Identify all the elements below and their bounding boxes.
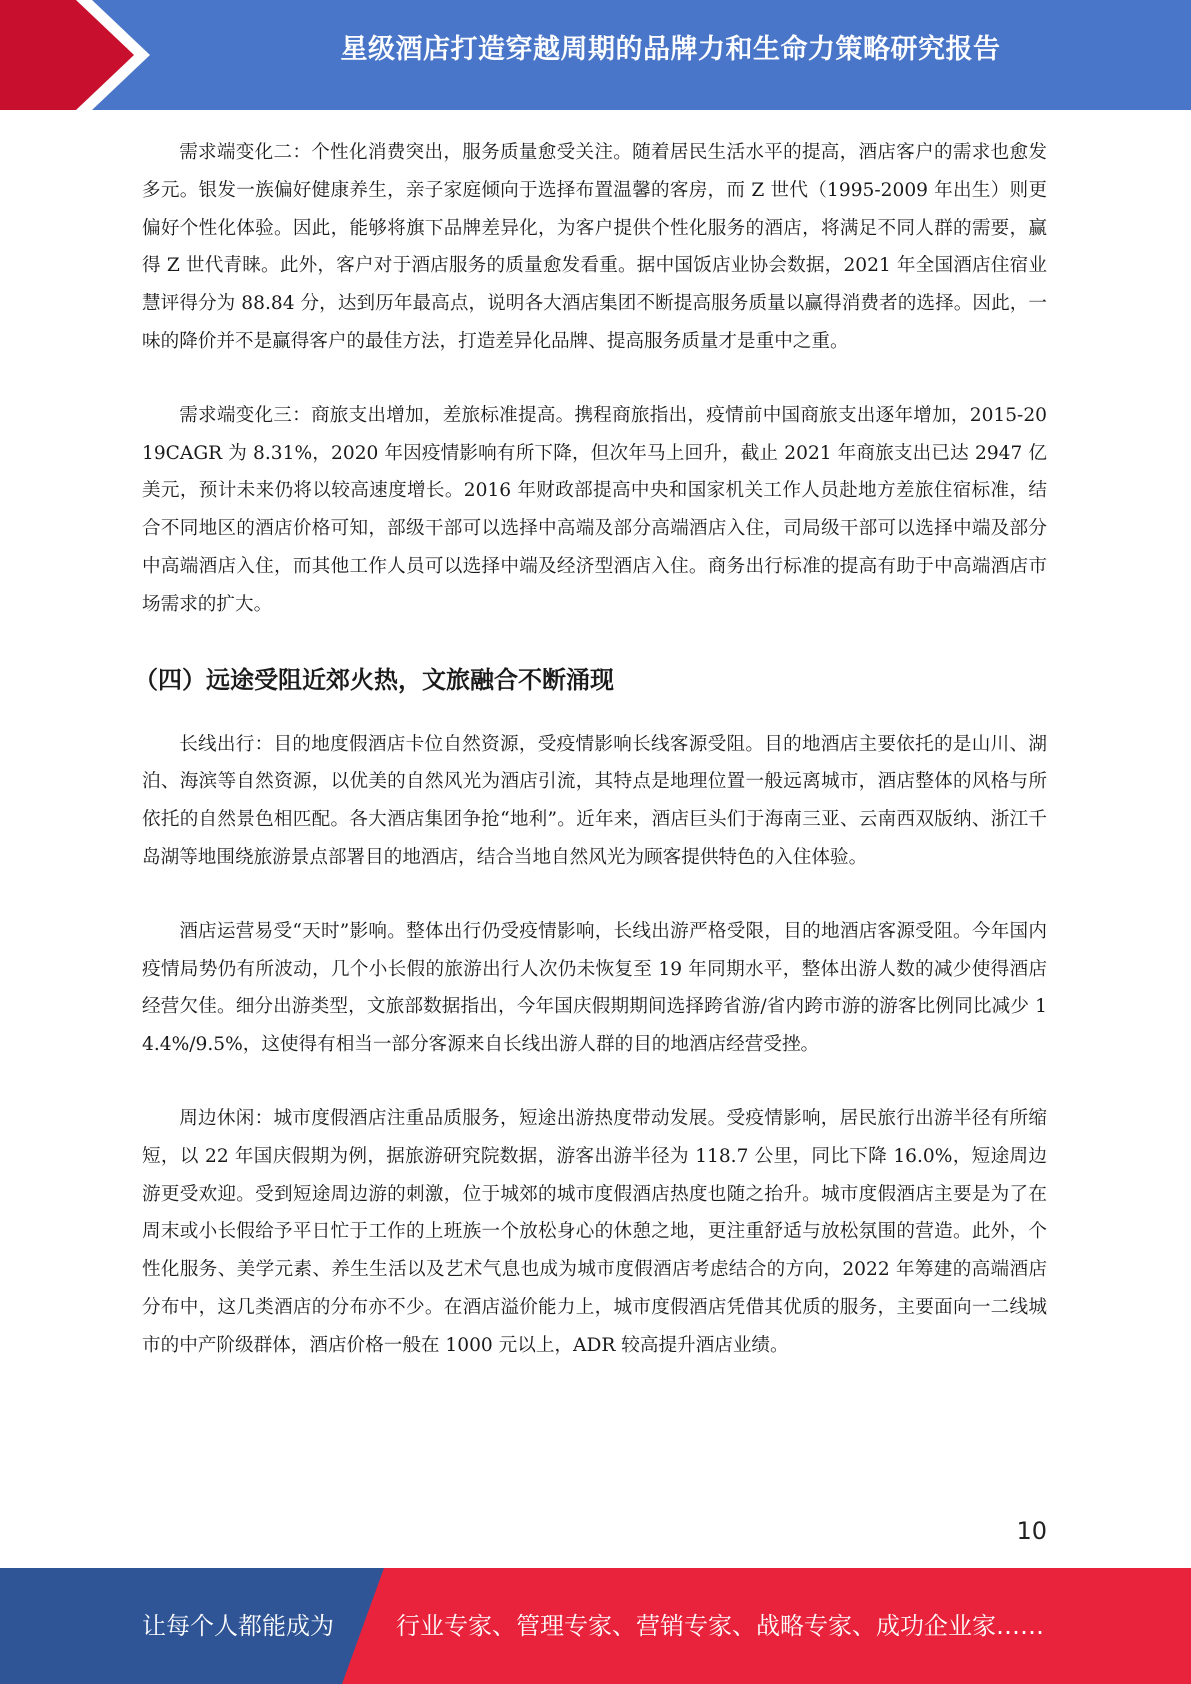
paragraph-hotel-operations: 酒店运营易受“天时”影响。整体出行仍受疫情影响，长线出游严格受限，目的地酒店客源受阻。今年国内疫情局势仍有所波动，几个小长假的旅游出行人次仍未恢复至 19 年同期水平，整体出游人数的减少使得酒店经营欠佳。细分出游类型，文旅部数据指出，今年国庆假期期间选择跨省游/省内跨市游的游客比例同比减少 14.4%/9.5%，这使得有相当一部分客源来自长线出游人群的目的地酒店经营受挫。 <box>142 920 1047 1056</box>
page-footer <box>0 1568 1191 1684</box>
header-red-arrow-shape <box>0 0 150 110</box>
footer-slogan-left: 让每个人都能成为 <box>142 1612 334 1640</box>
paragraph-demand-change-2: 需求端变化二：个性化消费突出，服务质量愈受关注。随着居民生活水平的提高，酒店客户的需求也愈发多元。银发一族偏好健康养生，亲子家庭倾向于选择布置温馨的客房，而 Z 世代（1995-2009 年出生）则更偏好个性化体验。因此，能够将旗下品牌差异化，为客户提供个性化服务的酒店，将满足不同人群的需要，赢得 Z 世代青睐。此外，客户对于酒店服务的质量愈发看重。据中国饭店业协会数据，2021 年全国酒店住宿业慧评得分为 88.84 分，达到历年最高点，说明各大酒店集团不断提高服务质量以赢得消费者的选择。因此，一味的降价并不是赢得客户的最佳方法，打造差异化品牌、提高服务质量才是重中之重。 <box>142 142 1047 352</box>
document-body <box>134 134 1047 1401</box>
section-heading: （四）远途受阻近郊火热，文旅融合不断涌现 <box>134 665 614 694</box>
paragraph-long-distance-travel: 长线出行：目的地度假酒店卡位自然资源，受疫情影响长线客源受阻。目的地酒店主要依托的是山川、湖泊、海滨等自然资源，以优美的自然风光为酒店引流，其特点是地理位置一般远离城市，酒店整体的风格与所依托的自然景色相匹配。各大酒店集团争抢“地利”。近年来，酒店巨头们于海南三亚、云南西双版纳、浙江千岛湖等地围绕旅游景点部署目的地酒店，结合当地自然风光为顾客提供特色的入住体验。 <box>142 733 1047 868</box>
page-header <box>0 0 1191 110</box>
page-number: 10 <box>1016 1517 1047 1545</box>
paragraph-demand-change-3: 需求端变化三：商旅支出增加，差旅标准提高。携程商旅指出，疫情前中国商旅支出逐年增加，2015-2019CAGR 为 8.31%，2020 年因疫情影响有所下降，但次年马上回升，截止 2021 年商旅支出已达 2947 亿美元，预计未来仍将以较高速度增长。2016 年财政部提高中央和国家机关工作人员赴地方差旅住宿标准，结合不同地区的酒店价格可知，部级干部可以选择中高端及部分高端酒店入住，司局级干部可以选择中端及部分中高端酒店入住，而其他工作人员可以选择中端及经济型酒店入住。商务出行标准的提高有助于中高端酒店市场需求的扩大。 <box>142 404 1047 615</box>
footer-slogan-right: 行业专家、管理专家、营销专家、战略专家、成功企业家…… <box>396 1612 1044 1640</box>
document-title: 星级酒店打造穿越周期的品牌力和生命力策略研究报告 <box>340 34 1001 65</box>
paragraph-nearby-leisure: 周边休闲：城市度假酒店注重品质服务，短途出游热度带动发展。受疫情影响，居民旅行出游半径有所缩短，以 22 年国庆假期为例，据旅游研究院数据，游客出游半径为 118.7 公里，同比下降 16.0%，短途周边游更受欢迎。受到短途周边游的刺激，位于城郊的城市度假酒店热度也随之抬升。城市度假酒店主要是为了在周末或小长假给予平日忙于工作的上班族一个放松身心的休憩之地，更注重舒适与放松氛围的营造。此外，个性化服务、美学元素、养生生活以及艺术气息也成为城市度假酒店考虑结合的方向，2022 年筹建的高端酒店分布中，这几类酒店的分布亦不少。在酒店溢价能力上，城市度假酒店凭借其优质的服务，主要面向一二线城市的中产阶级群体，酒店价格一般在 1000 元以上，ADR 较高提升酒店业绩。 <box>142 1107 1047 1356</box>
